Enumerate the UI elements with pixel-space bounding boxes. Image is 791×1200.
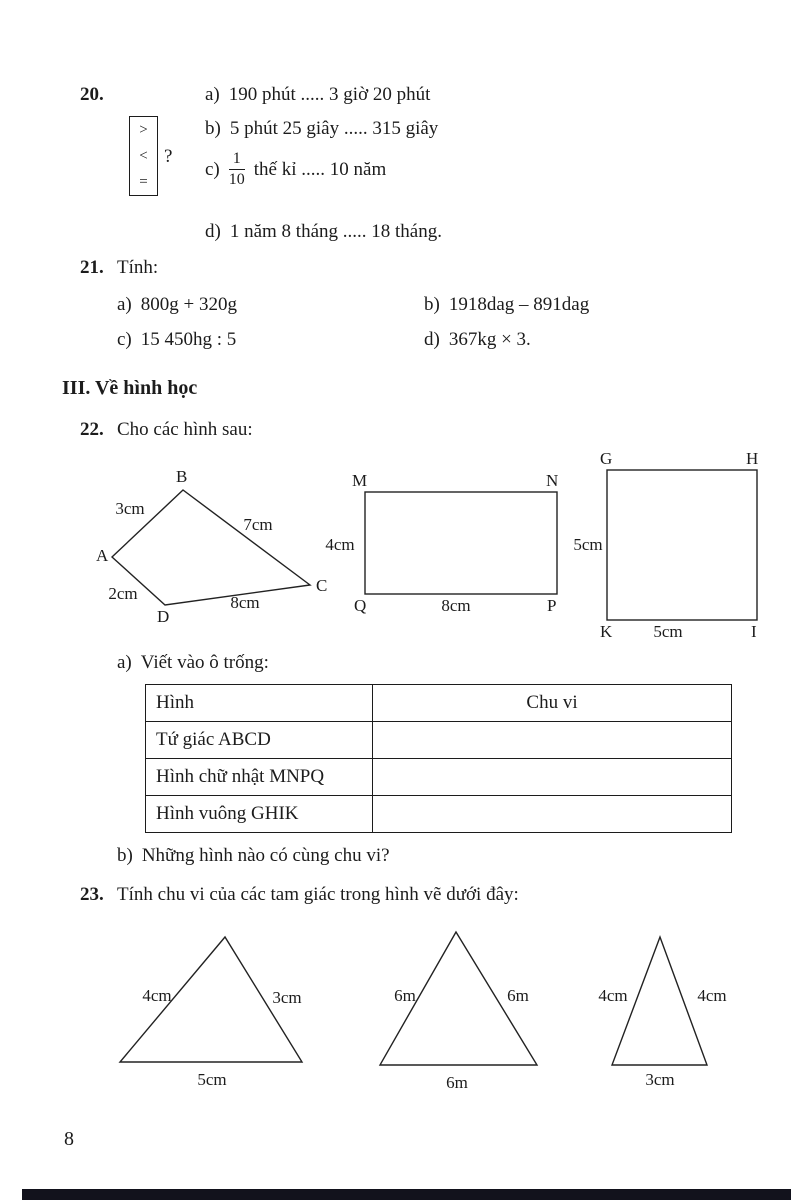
table-row <box>146 759 732 796</box>
section-3-title: III. Về hình học <box>62 377 198 399</box>
triangle-3-left-side-label: 4cm <box>598 986 628 1005</box>
figures-problem-23 <box>0 920 791 1100</box>
table-row <box>146 722 732 759</box>
triangle-3-right-side-label: 4cm <box>697 986 727 1005</box>
empty-answer-cell <box>373 796 732 833</box>
problem-22-number: 22. <box>80 419 104 440</box>
vertex-p-label: P <box>547 596 557 615</box>
side-ad-label: 2cm <box>108 584 138 603</box>
triangle-1-bottom-side-label: 5cm <box>197 1070 227 1089</box>
vertex-b-label: B <box>176 467 188 486</box>
item-c-text: thế kỉ ..... 10 năm <box>253 158 387 180</box>
vertex-a-label: A <box>96 546 109 565</box>
problem-20-item-a <box>205 84 430 106</box>
item-c-text: 15 450hg : 5 <box>140 329 237 350</box>
item-b-text: 1918dag – 891dag <box>448 294 590 315</box>
header-shape-column: Hình <box>146 685 373 722</box>
rect-left-side-label: 4cm <box>325 535 355 554</box>
triangle-3-bottom-side-label: 3cm <box>645 1070 675 1089</box>
row-label-hinh-vuong-ghik: Hình vuông GHIK <box>146 796 373 833</box>
question-mark: ? <box>164 146 173 167</box>
item-d-label: d) <box>424 329 440 350</box>
comparison-symbol-box <box>129 116 158 196</box>
rectangle-mnpq <box>365 492 557 594</box>
item-a-label: a) <box>117 294 132 315</box>
table-row <box>146 796 732 833</box>
item-a-text: 800g + 320g <box>140 294 237 315</box>
fraction-denominator: 10 <box>228 171 245 189</box>
page-number: 8 <box>64 1128 74 1150</box>
item-d-text: 1 năm 8 tháng ..... 18 tháng. <box>229 221 442 242</box>
part-a-text: Viết vào ô trống: <box>140 652 269 673</box>
problem-21-item-d <box>424 329 531 351</box>
bottom-scan-bar <box>22 1189 791 1200</box>
item-a-text: 190 phút ..... 3 giờ 20 phút <box>228 84 431 105</box>
fraction-numerator: 1 <box>229 150 245 170</box>
part-b-text: Những hình nào có cùng chu vi? <box>141 845 390 866</box>
vertex-d-label: D <box>157 607 170 626</box>
table-header-row <box>146 685 732 722</box>
problem-21-item-b <box>424 294 589 316</box>
item-c-label: c) <box>205 158 220 180</box>
square-ghik <box>607 470 757 620</box>
header-perimeter-column: Chu vi <box>373 685 732 722</box>
square-left-side-label: 5cm <box>573 535 603 554</box>
triangle-2-bottom-side-label: 6m <box>446 1073 468 1092</box>
row-label-hinh-chu-nhat-mnpq: Hình chữ nhật MNPQ <box>146 759 373 796</box>
item-b-label: b) <box>424 294 440 315</box>
problem-21-number: 21. <box>80 257 104 278</box>
triangle-2-left-side-label: 6m <box>394 986 416 1005</box>
part-a-label: a) <box>117 652 132 673</box>
vertex-i-label: I <box>751 622 757 641</box>
vertex-m-label: M <box>352 471 368 490</box>
vertex-h-label: H <box>746 449 759 468</box>
triangle-1-right-side-label: 3cm <box>272 988 302 1007</box>
vertex-q-label: Q <box>354 596 367 615</box>
triangle-1-left-side-label: 4cm <box>142 986 172 1005</box>
part-b-label: b) <box>117 845 133 866</box>
figures-problem-22 <box>0 448 791 648</box>
vertex-g-label: G <box>600 449 613 468</box>
vertex-n-label: N <box>546 471 559 490</box>
item-b-label: b) <box>205 118 221 139</box>
problem-22-part-b <box>117 845 390 867</box>
problem-20-item-b <box>205 118 438 140</box>
side-ab-label: 3cm <box>115 499 145 518</box>
problem-20-item-c <box>205 150 386 190</box>
fraction-one-tenth <box>229 150 245 190</box>
side-dc-label: 8cm <box>230 593 260 612</box>
side-bc-label: 7cm <box>243 515 273 534</box>
less-than-symbol: < <box>139 147 148 164</box>
problem-22-part-a <box>117 652 269 674</box>
item-a-label: a) <box>205 84 220 105</box>
item-c-label: c) <box>117 329 132 350</box>
problem-22-title: Cho các hình sau: <box>117 419 253 440</box>
item-b-text: 5 phút 25 giây ..... 315 giây <box>229 118 439 139</box>
item-d-text: 367kg × 3. <box>448 329 531 350</box>
rect-bottom-side-label: 8cm <box>441 596 471 615</box>
problem-23-number: 23. <box>80 884 104 905</box>
problem-21-title: Tính: <box>117 257 159 278</box>
problem-23-title: Tính chu vi của các tam giác trong hình vẽ dưới đây: <box>117 884 519 905</box>
empty-answer-cell <box>373 759 732 796</box>
perimeter-table <box>145 684 732 833</box>
triangle-2-right-side-label: 6m <box>507 986 529 1005</box>
item-d-label: d) <box>205 221 221 242</box>
vertex-c-label: C <box>316 576 328 595</box>
square-bottom-side-label: 5cm <box>653 622 683 641</box>
row-label-tu-giac-abcd: Tứ giác ABCD <box>146 722 373 759</box>
empty-answer-cell <box>373 722 732 759</box>
equals-symbol: = <box>139 173 148 190</box>
greater-than-symbol: > <box>139 121 148 138</box>
problem-21-item-a <box>117 294 237 316</box>
problem-20-item-d <box>205 221 442 243</box>
vertex-k-label: K <box>600 622 613 641</box>
problem-20-number: 20. <box>80 84 104 105</box>
problem-21-item-c <box>117 329 236 351</box>
